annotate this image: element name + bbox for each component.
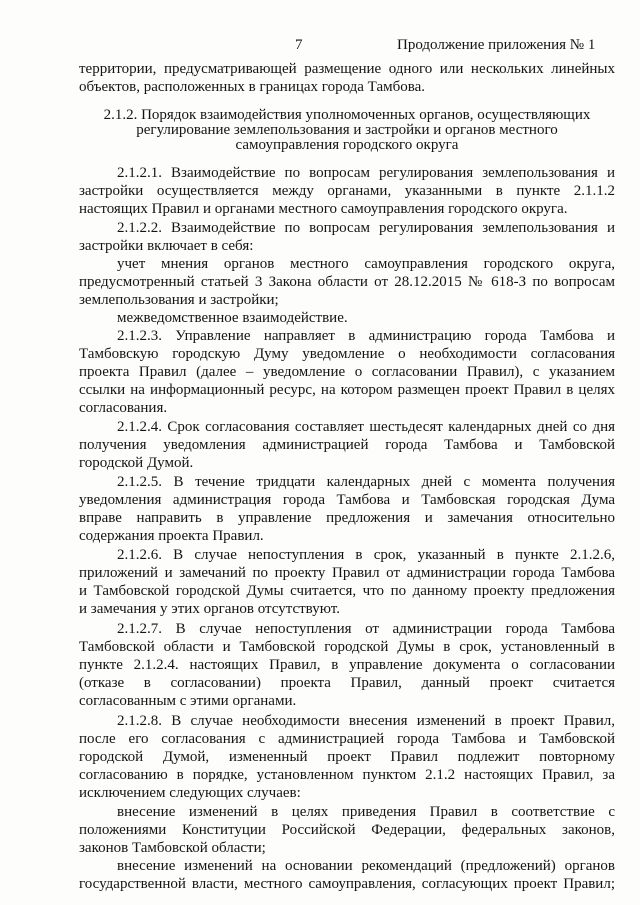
text-line: согласованным с этими органами. (79, 693, 297, 709)
text-line: исключением следующих случаев: (79, 785, 301, 801)
text-line: положениями Конституции Российской Федерации, федеральных законов, (79, 822, 615, 838)
text-line: 2.1.2.1. Взаимодействие по вопросам регулирования землепользования и (117, 165, 615, 181)
text-line: пункте 2.1.2.4. настоящих Правил, в управление документа о согласовании (79, 657, 615, 673)
text-line: настоящих Правил и органами местного самоуправления городского округа. (79, 201, 568, 217)
text-line: содержания проекта Правил. (79, 528, 264, 544)
text-line: землепользования и застройки; (79, 292, 279, 308)
section-heading: 2.1.2. Порядок взаимодействия уполномоченных органов, осуществляющих (103, 107, 591, 123)
text-line: Тамбовской области и Тамбовской городской Думы в срок, установленный в (79, 639, 615, 655)
text-line: приложений и замечаний по проекту Правил от администрации города Тамбова (79, 565, 615, 581)
text-line: городской Думой, измененный проект Правил подлежит повторному (79, 749, 615, 765)
text-line: 2.1.2.8. В случае необходимости внесения изменений в проект Правил, (117, 713, 615, 729)
text-line: 2.1.2.3. Управление направляет в администрацию города Тамбова и (117, 328, 615, 344)
text-line: 2.1.2.7. В случае непоступления от администрации города Тамбова (117, 621, 615, 637)
text-line: законов Тамбовской области; (79, 840, 266, 856)
text-line: территории, предусматривающей размещение одного или нескольких линейных (79, 61, 615, 77)
section-heading: регулирование землепользования и застройки и органов местного (136, 122, 558, 138)
text-line: Тамбовскую городскую Думу уведомление о необходимости согласования (79, 346, 615, 362)
text-line: 2.1.2.4. Срок согласования составляет шестьдесят календарных дней со дня (117, 419, 615, 435)
text-line: и замечания у этих органов отсутствуют. (79, 601, 340, 617)
text-line: застройки осуществляется между органами, указанными в пункте 2.1.1.2 (79, 183, 615, 199)
text-line: ссылки на информационный ресурс, на котором размещен проект Правил в целях (79, 382, 615, 398)
text-line: уведомления администрация города Тамбова и Тамбовская городская Дума (79, 492, 615, 508)
text-line: (отказе в согласовании) проекта Правил, данный проект считается (79, 675, 615, 691)
text-line: 2.1.2.6. В случае непоступления в срок, указанный в пункте 2.1.2.6, (117, 547, 615, 563)
text-line: 2.1.2.5. В течение тридцати календарных дней с момента получения (117, 474, 615, 490)
text-line: межведомственное взаимодействие. (117, 310, 348, 326)
text-line: 2.1.2.2. Взаимодействие по вопросам регулирования землепользования и (117, 220, 615, 236)
page-number: 7 (295, 37, 303, 53)
text-line: после его согласования с администрацией города Тамбова и Тамбовской (79, 731, 615, 747)
appendix-continuation-note: Продолжение приложения № 1 (397, 37, 596, 53)
text-line: получения уведомления администрацией города Тамбова и Тамбовской (79, 437, 615, 453)
text-line: застройки включает в себя: (79, 238, 254, 254)
text-line: внесение изменений на основании рекомендаций (предложений) органов (117, 858, 615, 874)
text-line: согласования. (79, 400, 168, 416)
text-line: объектов, расположенных в границах города Тамбова. (79, 79, 426, 95)
text-line: и Тамбовской городской Думы считается, что по данному проекту предложения (79, 583, 615, 599)
text-line: учет мнения органов местного самоуправления городского округа, (117, 256, 615, 272)
text-line: вправе направить в управление предложения и замечания относительно (79, 510, 615, 526)
text-line: государственной власти, местного самоуправления, согласующих проект Правил; (79, 876, 615, 892)
text-line: согласованию в порядке, установленном пунктом 2.1.2 настоящих Правил, за (79, 767, 615, 783)
text-line: внесение изменений в целях приведения Правил в соответствие с (117, 804, 615, 820)
text-line: городской Думой. (79, 455, 194, 471)
text-line: проекта Правил (далее – уведомление о согласовании Правил), с указанием (79, 364, 615, 380)
section-heading: самоуправления городского округа (235, 137, 459, 153)
text-line: предусмотренный статьей 3 Закона области от 28.12.2015 № 618-З по вопросам (79, 274, 615, 290)
